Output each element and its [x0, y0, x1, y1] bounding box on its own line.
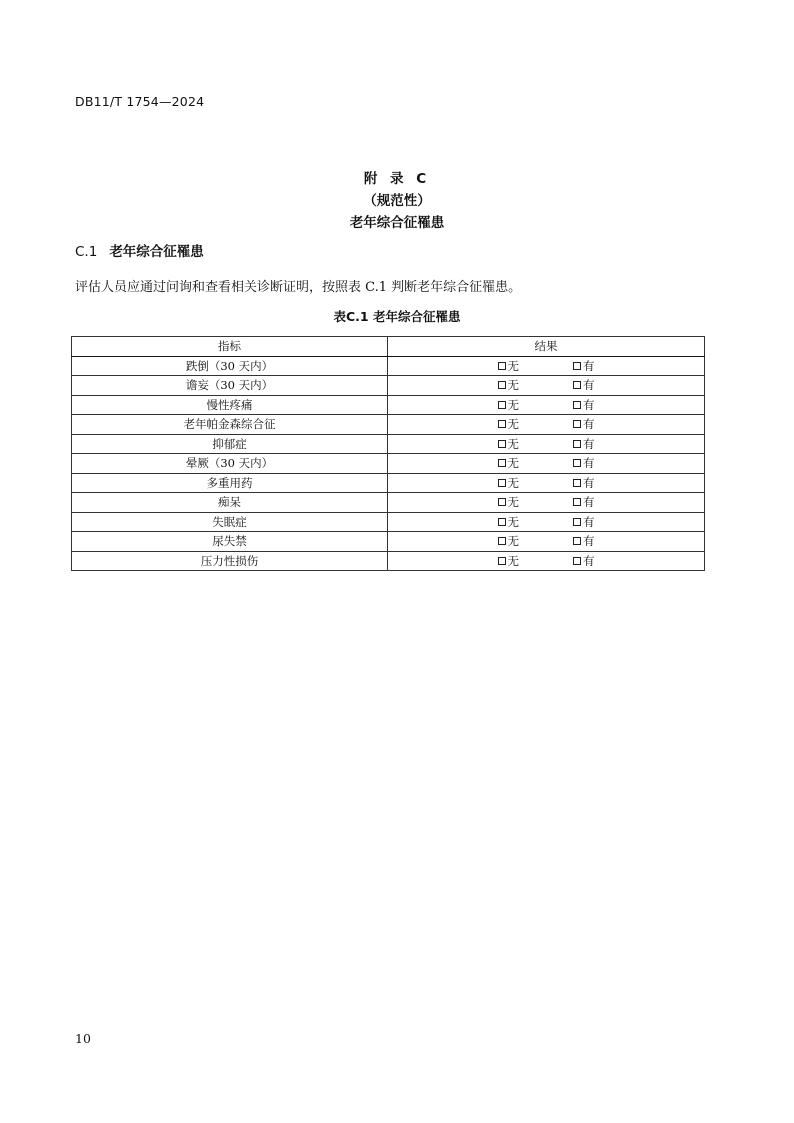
table-row — [72, 512, 705, 532]
indicator-cell: 抑郁症 — [72, 434, 388, 454]
header-result: 结果 — [388, 337, 705, 357]
option-label: 有 — [583, 475, 595, 490]
result-cell — [388, 395, 705, 415]
table-row — [72, 356, 705, 376]
indicator-cell: 谵妄（30 天内） — [72, 376, 388, 396]
checkbox-icon[interactable] — [573, 420, 581, 428]
checkbox-icon[interactable] — [573, 401, 581, 409]
checkbox-icon[interactable] — [498, 440, 506, 448]
checkbox-icon[interactable] — [498, 401, 506, 409]
indicator-cell: 晕厥（30 天内） — [72, 454, 388, 474]
option-yes[interactable] — [573, 454, 595, 472]
option-label: 无 — [507, 397, 519, 412]
appendix-title: 老年综合征罹患 — [349, 215, 445, 231]
option-no[interactable] — [498, 513, 520, 531]
checkbox-icon[interactable] — [498, 420, 506, 428]
option-label: 无 — [507, 417, 519, 432]
table-row — [72, 415, 705, 435]
table-title: 表C.1 老年综合征罹患 — [333, 309, 461, 324]
option-label: 有 — [583, 495, 595, 510]
indicator-cell: 慢性疼痛 — [72, 395, 388, 415]
option-yes[interactable] — [573, 493, 595, 511]
option-no[interactable] — [498, 357, 520, 375]
option-no[interactable] — [498, 376, 520, 394]
table-header-row — [72, 337, 705, 357]
page-number: 10 — [75, 1031, 91, 1046]
option-no[interactable] — [498, 474, 520, 492]
indicator-cell: 老年帕金森综合征 — [72, 415, 388, 435]
option-label: 有 — [583, 397, 595, 412]
indicator-cell: 多重用药 — [72, 473, 388, 493]
option-yes[interactable] — [573, 474, 595, 492]
option-label: 无 — [507, 378, 519, 393]
option-yes[interactable] — [573, 552, 595, 570]
appendix-type: （规范性） — [363, 193, 431, 209]
option-yes[interactable] — [573, 376, 595, 394]
option-yes[interactable] — [573, 396, 595, 414]
option-label: 有 — [583, 534, 595, 549]
result-cell — [388, 376, 705, 396]
option-label: 无 — [507, 436, 519, 451]
checkbox-icon[interactable] — [498, 537, 506, 545]
table-row — [72, 493, 705, 513]
option-yes[interactable] — [573, 415, 595, 433]
option-label: 无 — [507, 456, 519, 471]
indicator-table — [71, 336, 705, 571]
option-label: 有 — [583, 553, 595, 568]
option-yes[interactable] — [573, 532, 595, 550]
result-cell — [388, 434, 705, 454]
result-cell — [388, 493, 705, 513]
checkbox-icon[interactable] — [498, 557, 506, 565]
table-row — [72, 473, 705, 493]
checkbox-icon[interactable] — [573, 479, 581, 487]
table-row — [72, 395, 705, 415]
checkbox-icon[interactable] — [573, 381, 581, 389]
option-label: 无 — [507, 495, 519, 510]
option-no[interactable] — [498, 493, 520, 511]
appendix-label: 附 录 C — [363, 171, 431, 187]
option-label: 无 — [507, 553, 519, 568]
option-no[interactable] — [498, 435, 520, 453]
section-number: C.1 — [75, 244, 98, 260]
indicator-cell: 失眠症 — [72, 512, 388, 532]
checkbox-icon[interactable] — [498, 459, 506, 467]
result-cell — [388, 473, 705, 493]
result-cell — [388, 356, 705, 376]
option-label: 有 — [583, 514, 595, 529]
checkbox-icon[interactable] — [573, 362, 581, 370]
result-cell — [388, 532, 705, 552]
checkbox-icon[interactable] — [573, 498, 581, 506]
table-row — [72, 434, 705, 454]
option-label: 有 — [583, 456, 595, 471]
section-title: 老年综合征罹患 — [109, 244, 204, 260]
table-row — [72, 454, 705, 474]
checkbox-icon[interactable] — [573, 440, 581, 448]
option-label: 有 — [583, 417, 595, 432]
checkbox-icon[interactable] — [498, 498, 506, 506]
option-label: 有 — [583, 436, 595, 451]
option-no[interactable] — [498, 396, 520, 414]
table-body — [72, 356, 705, 571]
checkbox-icon[interactable] — [573, 459, 581, 467]
table-row — [72, 532, 705, 552]
option-label: 有 — [583, 358, 595, 373]
indicator-cell: 压力性损伤 — [72, 551, 388, 571]
checkbox-icon[interactable] — [573, 537, 581, 545]
option-no[interactable] — [498, 454, 520, 472]
checkbox-icon[interactable] — [573, 557, 581, 565]
option-yes[interactable] — [573, 513, 595, 531]
option-label: 无 — [507, 514, 519, 529]
option-no[interactable] — [498, 532, 520, 550]
document-id: DB11/T 1754—2024 — [75, 94, 205, 109]
checkbox-icon[interactable] — [498, 381, 506, 389]
option-yes[interactable] — [573, 357, 595, 375]
result-cell — [388, 512, 705, 532]
indicator-cell: 尿失禁 — [72, 532, 388, 552]
table-row — [72, 376, 705, 396]
option-label: 无 — [507, 475, 519, 490]
result-cell — [388, 454, 705, 474]
checkbox-icon[interactable] — [498, 518, 506, 526]
checkbox-icon[interactable] — [573, 518, 581, 526]
indicator-cell: 痴呆 — [72, 493, 388, 513]
option-label: 有 — [583, 378, 595, 393]
checkbox-icon[interactable] — [498, 479, 506, 487]
option-no[interactable] — [498, 552, 520, 570]
checkbox-icon[interactable] — [498, 362, 506, 370]
option-no[interactable] — [498, 415, 520, 433]
option-label: 无 — [507, 534, 519, 549]
header-indicator: 指标 — [72, 337, 388, 357]
option-yes[interactable] — [573, 435, 595, 453]
section-heading — [75, 240, 204, 260]
result-cell — [388, 551, 705, 571]
indicator-cell: 跌倒（30 天内） — [72, 356, 388, 376]
option-label: 无 — [507, 358, 519, 373]
body-paragraph: 评估人员应通过问询和查看相关诊断证明，按照表 C.1 判断老年综合征罹患。 — [75, 280, 522, 295]
result-cell — [388, 415, 705, 435]
table-row — [72, 551, 705, 571]
